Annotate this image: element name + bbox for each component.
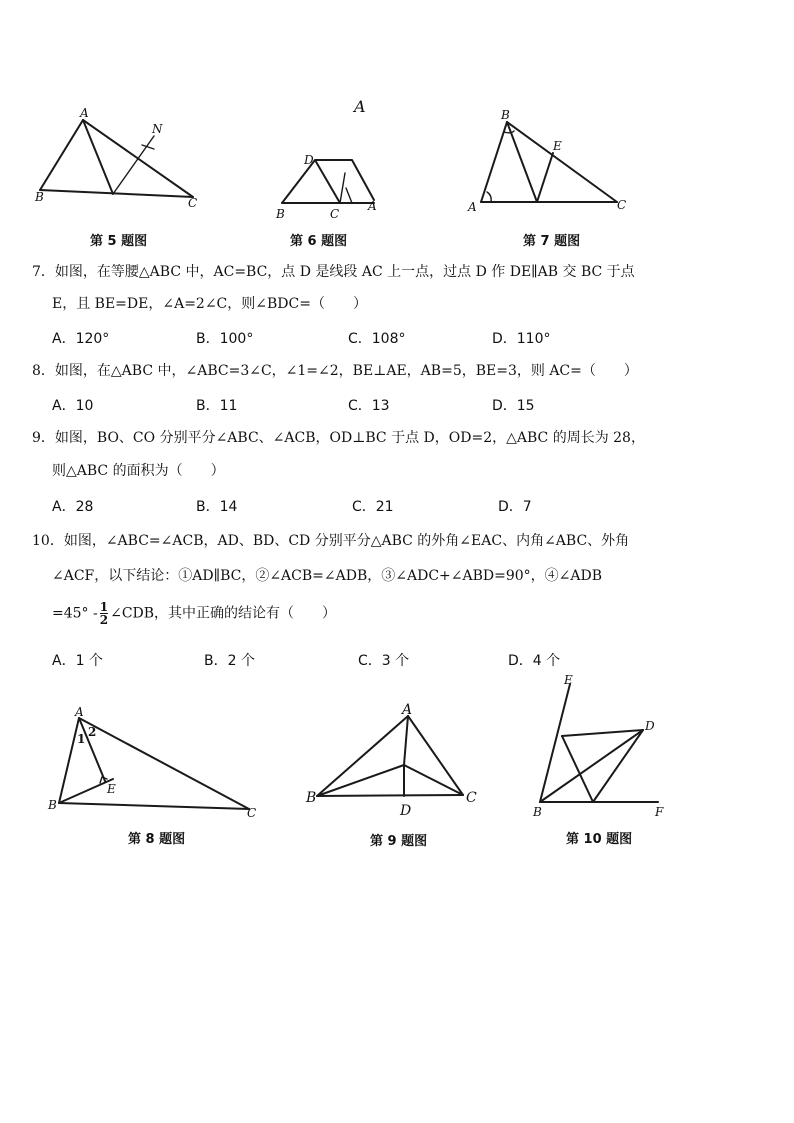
q9-option-d: D．7	[498, 499, 532, 515]
figure-10	[525, 670, 675, 820]
fig9-label-c: C	[466, 790, 477, 806]
q10-fraction-numerator: 1	[99, 600, 109, 614]
fig6-caption: 第 6 题图	[290, 234, 348, 249]
fig8-caption: 第 8 题图	[128, 832, 186, 847]
q10-option-d: D．4 个	[508, 653, 561, 669]
figure-5	[30, 105, 210, 220]
fig8-segment-bc	[59, 803, 249, 809]
q10-fraction-denominator: 2	[99, 613, 109, 627]
fig9-segment-ac	[408, 716, 463, 795]
figure-8	[45, 705, 265, 820]
fig6-fold-line	[340, 173, 345, 203]
figure-6	[270, 148, 390, 223]
q10-option-a: A．1 个	[52, 653, 103, 669]
fig6-label-d: D	[304, 153, 314, 167]
fig10-segment-cd	[593, 730, 643, 802]
fig8-label-b: B	[48, 798, 57, 812]
fig7-caption: 第 7 题图	[523, 234, 581, 249]
fig7-label-e: E	[553, 139, 562, 153]
fig7-label-a: A	[468, 200, 477, 214]
fig8-label-c: C	[247, 806, 257, 820]
q8-option-d: D．15	[492, 398, 535, 414]
q7-option-b: B．100°	[196, 331, 254, 347]
q7-line-2: E，且 BE=DE，∠A=2∠C，则∠BDC=（ ）	[52, 296, 367, 312]
fig10-label-f: F	[655, 805, 664, 819]
q10-line-3	[52, 601, 336, 626]
fig10-segment-ad	[562, 730, 643, 736]
figure-9	[300, 700, 490, 825]
fig9-label-a: A	[402, 702, 413, 718]
fig6-label-b: B	[276, 207, 285, 221]
fig7-label-c: C	[617, 198, 627, 212]
q9-option-b: B．14	[196, 499, 238, 515]
fig10-caption: 第 10 题图	[566, 832, 633, 847]
q9-line-2: 则△ABC 的面积为（ ）	[52, 463, 225, 479]
q10-line-2: ∠ACF，以下结论：①AD∥BC，②∠ACB=∠ADB，③∠ADC+∠ABD=90°，④∠ADB	[52, 568, 603, 584]
fig8-segment-ab	[59, 718, 79, 803]
fig9-segment-ao	[404, 716, 408, 765]
fig5-segment-ab	[40, 120, 83, 190]
fig9-label-b: B	[306, 790, 317, 806]
fig6-fold-mark	[346, 188, 352, 203]
fig5-label-a: A	[80, 106, 89, 120]
q10-option-c: C．3 个	[358, 653, 410, 669]
fig6-label-c: C	[330, 207, 340, 221]
fig5-label-b: B	[35, 190, 44, 204]
q7-option-a: A．120°	[52, 331, 110, 347]
header-letter: A	[354, 97, 366, 116]
fig5-label-c: C	[188, 196, 198, 210]
figure-7	[465, 105, 635, 215]
fig5-caption: 第 5 题图	[90, 234, 148, 249]
fig6-label-a: A	[368, 199, 377, 213]
q7-option-d: D．110°	[492, 331, 551, 347]
fig7-segment-de	[537, 153, 553, 202]
fig9-segment-bc	[317, 795, 463, 796]
fig9-caption: 第 9 题图	[370, 834, 428, 849]
fig9-segment-co	[404, 765, 463, 795]
q10-line-3-post: ∠CDB，其中正确的结论有（ ）	[110, 605, 337, 622]
fig7-label-b: B	[501, 108, 510, 122]
fig6-segment-dc	[315, 160, 340, 203]
fig5-segment-bc	[40, 190, 193, 197]
q8-option-c: C．13	[348, 398, 390, 414]
fig8-segment-ac	[79, 718, 249, 809]
q10-fraction	[100, 601, 108, 626]
fig10-label-b: B	[533, 805, 542, 819]
q8-option-a: A．10	[52, 398, 94, 414]
fig7-angle-a-mark	[487, 192, 491, 202]
q10-option-b: B．2 个	[204, 653, 255, 669]
q9-line-1: 9．如图，BO、CO 分别平分∠ABC、∠ACB，OD⊥BC 于点 D，OD=2，△ABC 的周长为 28，	[32, 430, 645, 446]
fig8-label-a: A	[75, 705, 84, 719]
fig7-segment-ba	[481, 122, 507, 202]
q10-line-3-pre: =45° -	[52, 605, 98, 622]
q10-line-1: 10．如图，∠ABC=∠ACB，AD、BD、CD 分别平分△ABC 的外角∠EAC、内角∠ABC、外角	[32, 533, 630, 549]
fig10-label-d: D	[645, 719, 655, 733]
q9-option-a: A．28	[52, 499, 94, 515]
q8-line-1: 8．如图，在△ABC 中，∠ABC=3∠C，∠1=∠2，BE⊥AE，AB=5，BE=3，则 AC=（ ）	[32, 363, 638, 379]
fig7-angle-b-mark	[504, 131, 514, 133]
fig9-segment-bo	[317, 765, 404, 796]
fig8-segment-be-extended	[59, 779, 113, 803]
fig10-label-e: E	[564, 673, 573, 687]
fig8-label-2: 2	[88, 725, 97, 739]
q7-option-c: C．108°	[348, 331, 406, 347]
fig7-segment-bc	[507, 122, 617, 202]
fig8-label-1: 1	[77, 732, 86, 746]
q7-line-1: 7．如图，在等腰△ABC 中，AC=BC，点 D 是线段 AC 上一点，过点 D 作 DE∥AB 交 BC 于点	[32, 264, 635, 280]
fig9-label-d: D	[400, 803, 412, 819]
q8-option-b: B．11	[196, 398, 238, 414]
q9-option-c: C．21	[352, 499, 394, 515]
fig8-label-e: E	[107, 782, 116, 796]
fig5-label-n: N	[152, 122, 163, 136]
fig9-segment-ab	[317, 716, 408, 796]
